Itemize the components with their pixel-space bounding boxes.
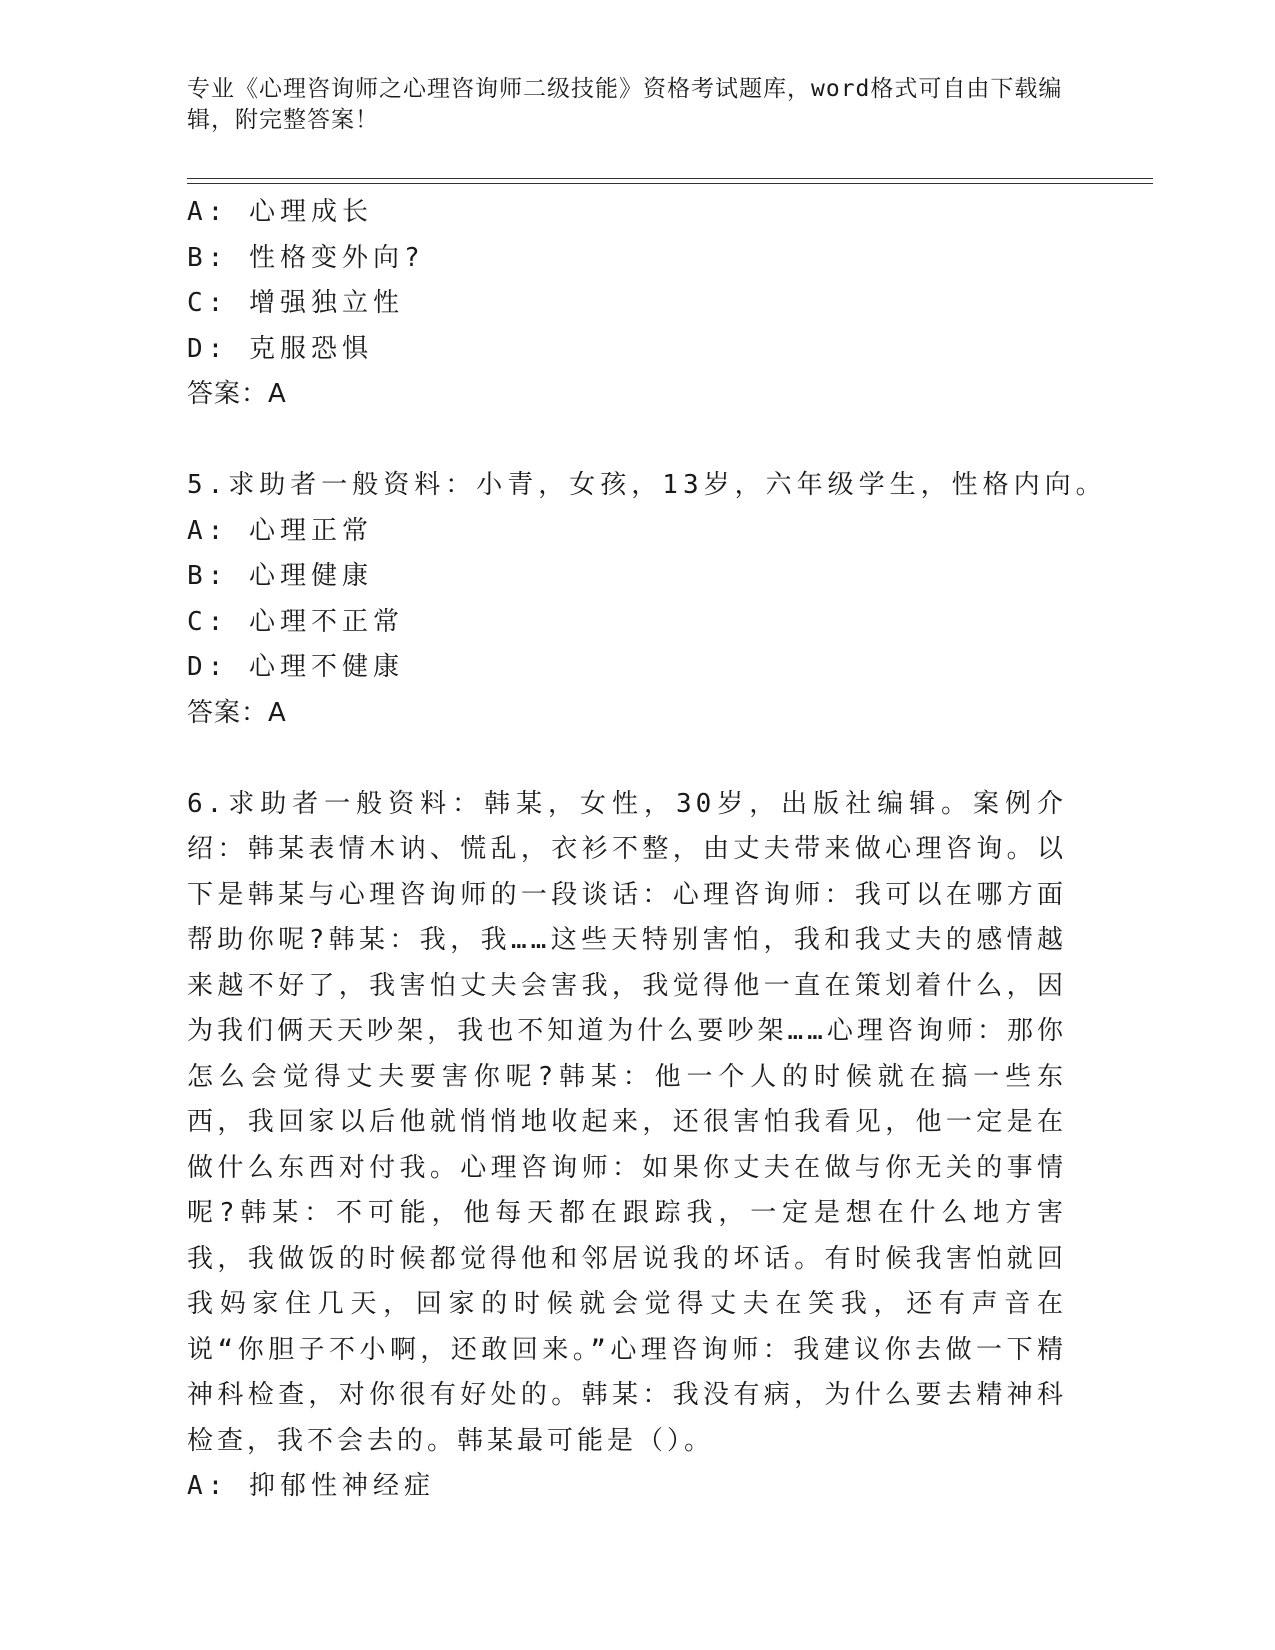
option-a: A: 心理成长 xyxy=(187,197,373,227)
header-divider-top xyxy=(187,178,1153,179)
document-header: 专业《心理咨询师之心理咨询师二级技能》资格考试题库，word格式可自由下载编辑，附完整答案！ xyxy=(187,76,1063,133)
option-d: D: 心理不健康 xyxy=(187,652,404,682)
answer-line: 答案：A xyxy=(187,379,287,409)
option-a: A: 抑郁性神经症 xyxy=(187,1471,435,1501)
option-d: D: 克服恐惧 xyxy=(187,333,373,364)
question-spacer xyxy=(187,418,1067,464)
option-b: B: 性格变外向? xyxy=(187,242,425,273)
header-divider-bottom xyxy=(187,183,1153,184)
option-c: C: 心理不正常 xyxy=(187,606,404,637)
question-5 xyxy=(187,463,1107,736)
question-list xyxy=(187,190,1107,1510)
answer-line: 答案：A xyxy=(187,697,287,728)
option-c: C: 增强独立性 xyxy=(187,288,404,318)
option-a: A: 心理正常 xyxy=(187,515,373,546)
question-6 xyxy=(187,782,1067,1510)
question-text: 5.求助者一般资料：小青，女孩，13岁，六年级学生，性格内向。 xyxy=(187,470,1107,500)
question-spacer xyxy=(187,736,1067,782)
option-b: B: 心理健康 xyxy=(187,561,373,591)
question-text: 6.求助者一般资料：韩某，女性，30岁，出版社编辑。案例介绍：韩某表情木讷、慌乱，衣衫不整，由丈夫带来做心理咨询。以下是韩某与心理咨询师的一段谈话：心理咨询师：我可以在哪方面帮助你呢?韩某：我，我……这些天特别害怕，我和我丈夫的感情越来越不好了，我害怕丈夫会害我，我觉得他一直在策划着什么，因为我们俩天天吵架，我也不知道为什么要吵架……心理咨询师：那你怎么会觉得丈夫要害你呢?韩某：他一个人的时候就在搞一些东西，我回家以后他就悄悄地收起来，还很害怕我看见，他一定是在做什么东西对付我。心理咨询师：如果你丈夫在做与你无关的事情呢?韩某：不可能，他每天都在跟踪我，一定是想在什么地方害我，我做饭的时候都觉得他和邻居说我的坏话。有时候我害怕就回我妈家住几天，回家的时候就会觉得丈夫在笑我，还有声音在说“你胆子不小啊，还敢回来。”心理咨询师：我建议你去做一下精神科检查，对你很有好处的。韩某：我没有病，为什么要去精神科检查，我不会去的。韩某最可能是（）。 xyxy=(187,788,1067,1456)
question-4 xyxy=(187,190,1067,418)
